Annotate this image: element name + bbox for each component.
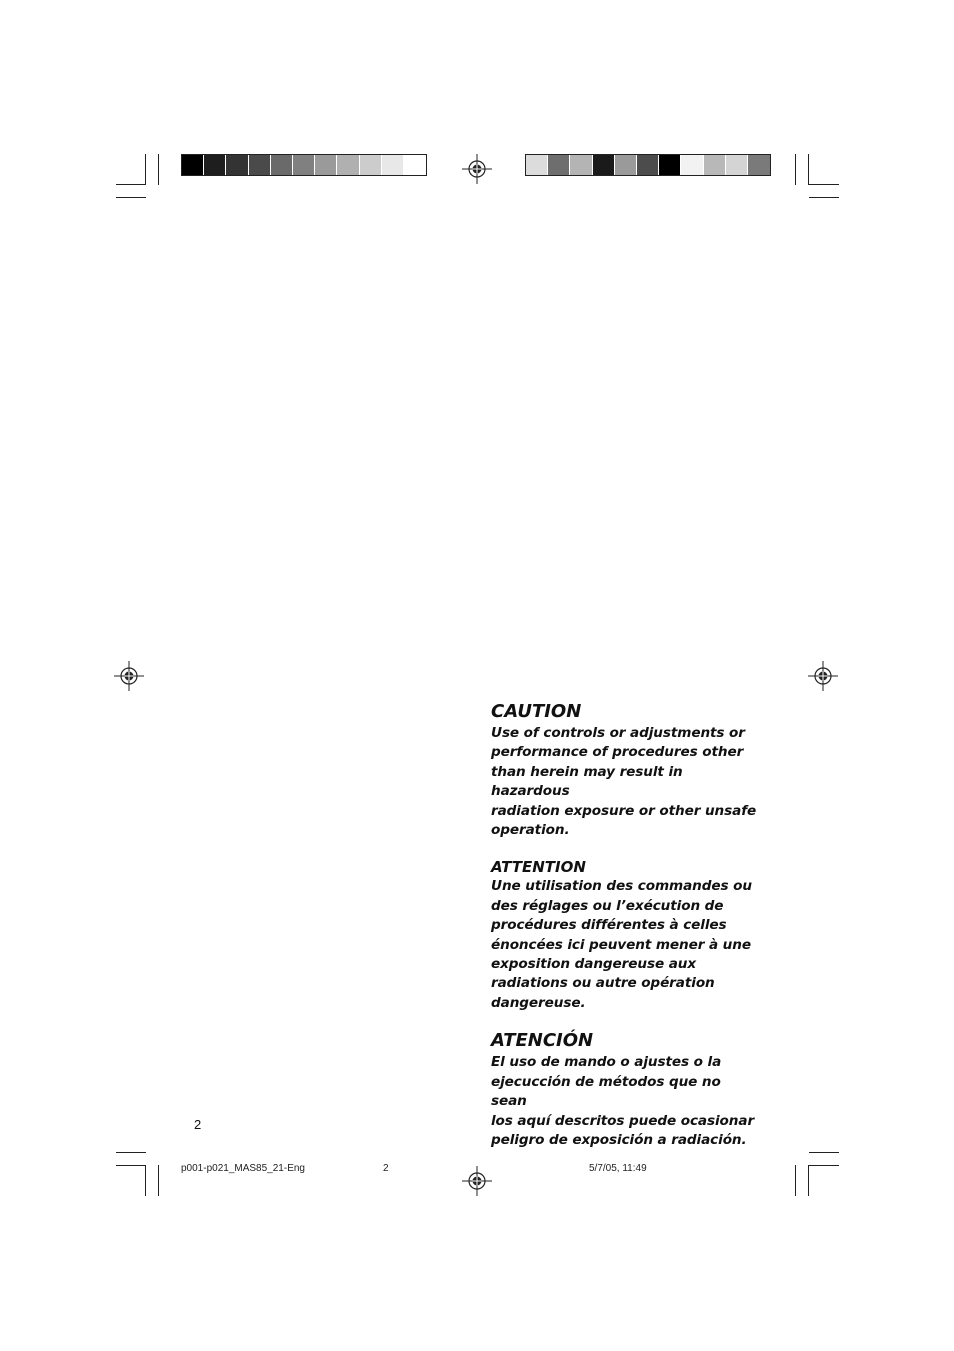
crop-mark xyxy=(809,1165,839,1166)
color-swatch xyxy=(548,155,570,175)
color-swatch xyxy=(593,155,615,175)
crop-mark xyxy=(158,154,159,185)
color-swatch xyxy=(360,155,382,175)
crop-mark xyxy=(116,184,146,185)
color-swatch xyxy=(615,155,637,175)
atencion-text xyxy=(491,1053,761,1150)
registration-mark-icon xyxy=(462,154,492,184)
registration-mark-icon xyxy=(462,1166,492,1196)
registration-mark-icon xyxy=(114,661,144,691)
text-line: exposition dangereuse aux xyxy=(491,956,697,973)
color-swatch xyxy=(271,155,293,175)
color-swatch xyxy=(337,155,359,175)
footer-filename: p001-p021_MAS85_21-Eng xyxy=(181,1163,305,1174)
crop-mark xyxy=(809,184,839,185)
footer-datetime: 5/7/05, 11:49 xyxy=(589,1163,647,1174)
text-line: dangereuse. xyxy=(491,994,586,1011)
atencion-heading: ATENCIÓN xyxy=(491,1030,594,1052)
caution-text xyxy=(491,724,761,840)
text-line: procédures différentes à celles xyxy=(491,917,727,934)
text-line: peligro de exposición a radiación. xyxy=(491,1131,747,1148)
caution-heading: CAUTION xyxy=(491,701,582,722)
color-swatch xyxy=(704,155,726,175)
text-line: than herein may result in hazardous xyxy=(491,763,683,800)
crop-mark xyxy=(809,197,839,198)
text-line: operation. xyxy=(491,822,570,839)
color-swatch xyxy=(637,155,659,175)
color-bar-left xyxy=(181,154,427,176)
text-line: des réglages ou l’exécution de xyxy=(491,897,724,914)
color-swatch xyxy=(726,155,748,175)
crop-mark xyxy=(145,154,146,185)
footer-page: 2 xyxy=(383,1163,389,1174)
crop-mark xyxy=(145,1165,146,1196)
registration-mark-icon xyxy=(808,661,838,691)
crop-mark xyxy=(808,1165,809,1196)
crop-mark xyxy=(809,1152,839,1153)
color-swatch xyxy=(315,155,337,175)
crop-mark xyxy=(795,1165,796,1196)
crop-mark xyxy=(795,154,796,185)
color-swatch xyxy=(659,155,681,175)
color-swatch xyxy=(182,155,204,175)
crop-mark xyxy=(808,154,809,185)
color-swatch xyxy=(226,155,248,175)
crop-mark xyxy=(116,197,146,198)
color-swatch xyxy=(404,155,426,175)
page-number: 2 xyxy=(194,1117,202,1132)
text-line: énoncées ici peuvent mener à une xyxy=(491,936,751,953)
warning-section xyxy=(491,700,761,1150)
text-line: El uso de mando o ajustes o la xyxy=(491,1054,722,1071)
color-swatch xyxy=(382,155,404,175)
crop-mark xyxy=(158,1165,159,1196)
color-swatch xyxy=(526,155,548,175)
text-line: radiations ou autre opération xyxy=(491,975,715,992)
crop-mark xyxy=(116,1165,146,1166)
text-line: los aquí descritos puede ocasionar xyxy=(491,1112,755,1129)
attention-heading: ATTENTION xyxy=(491,858,586,877)
text-line: performance of procedures other xyxy=(491,744,744,761)
color-bar-right xyxy=(525,154,771,176)
color-swatch xyxy=(748,155,770,175)
color-swatch xyxy=(249,155,271,175)
text-line: radiation exposure or other unsafe xyxy=(491,802,757,819)
crop-mark xyxy=(116,1152,146,1153)
text-line: Use of controls or adjustments or xyxy=(491,725,745,741)
color-swatch xyxy=(293,155,315,175)
text-line: Une utilisation des commandes ou xyxy=(491,878,752,895)
color-swatch xyxy=(570,155,592,175)
color-swatch xyxy=(681,155,703,175)
attention-text xyxy=(491,877,761,1013)
text-line: ejecucción de métodos que no sean xyxy=(491,1073,721,1110)
color-swatch xyxy=(204,155,226,175)
